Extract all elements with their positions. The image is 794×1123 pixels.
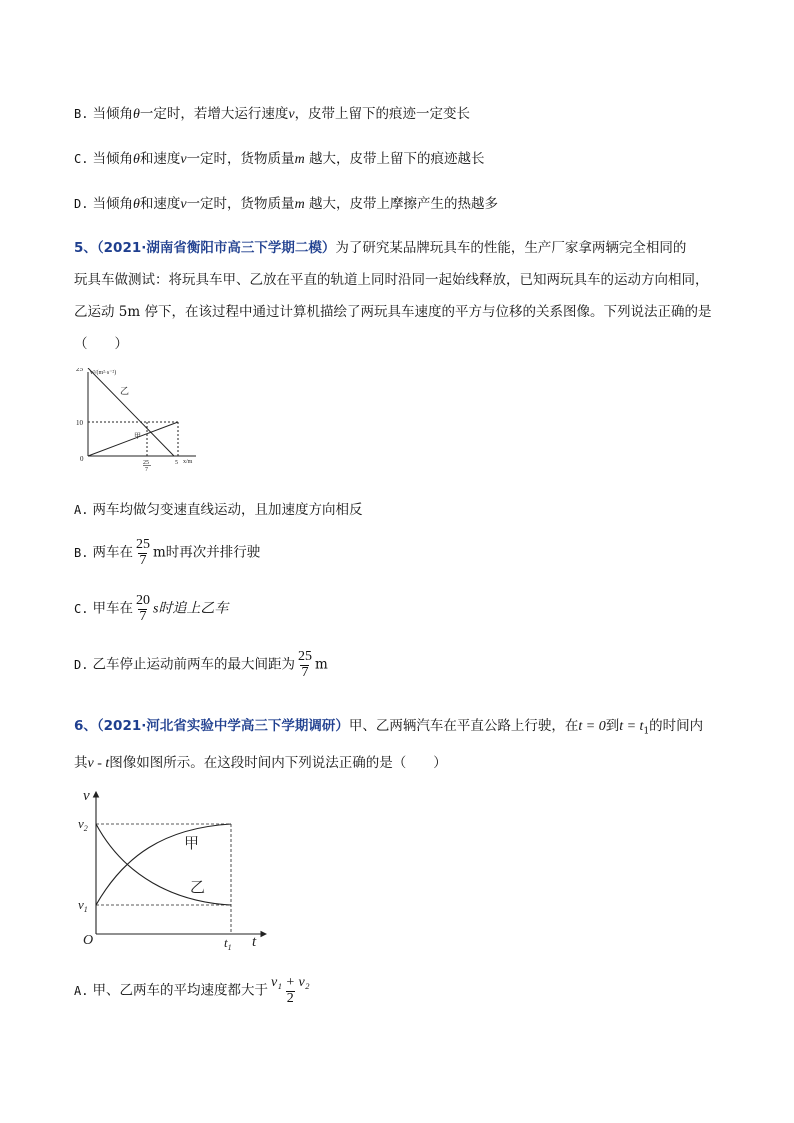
q5-chart [74, 368, 204, 472]
q6-v2-label: $v_2$ [78, 816, 88, 833]
q5-d-fraction: $\frac{25}{7}$ [297, 649, 312, 680]
q5-line-jia [88, 422, 178, 456]
q6-option-a: A. 甲、乙两车的平均速度都大于 $\frac{\text{v₁ + v₂}}{2}$ [74, 975, 310, 1006]
q6-chart [74, 786, 274, 952]
q5-option-d: D. 乙车停止运动前两车的最大间距为 $\frac{25}{7}$ m [74, 649, 328, 680]
q5-blank: （ ） [74, 336, 128, 352]
q5-label-jia: 甲 [134, 432, 141, 440]
q5-tick-10: 10 [76, 419, 83, 427]
q5-b-fraction: $\frac{25}{7}$ [135, 537, 150, 568]
q6-v1-label: $v_1$ [78, 897, 88, 914]
q5-xfrac-den: 7 [145, 467, 148, 472]
q5-option-c: C. 甲车在 $\frac{20}{7}$ s时追上乙车 [74, 593, 229, 624]
q6-curve-jia [96, 824, 231, 905]
q6-curve-yi [96, 824, 231, 905]
q5-xlabel: x/m [183, 459, 193, 465]
q6-stem-line1: 6、（2021·河北省实验中学高三下学期调研）甲、乙两辆汽车在平直公路上行驶，在t = 0到$t = t_1$的时间内 [74, 718, 704, 737]
q5-tick-25: 25 [76, 368, 83, 373]
q5-origin: 0 [80, 455, 84, 463]
q6-origin: O [83, 933, 94, 948]
q6-t-axis-label: t [252, 934, 257, 950]
q6-v-axis-label: v [83, 788, 90, 804]
q5-label-yi: 乙 [120, 386, 130, 396]
q5-stem-line2: 玩具车做测试：将玩具车甲、乙放在平直的轨道上同时沿同一起始线释放，已知两玩具车的运动方向相同， [74, 272, 709, 288]
q5-x-5: 5 [175, 460, 178, 466]
q5-option-a: A. 两车均做匀变速直线运动，且加速度方向相反 [74, 502, 363, 518]
q4-option-d: D. 当倾角θ和速度v一定时，货物质量m 越大，皮带上摩擦产生的热越多 [74, 196, 498, 212]
q5-option-b: B. 两车在 $\frac{25}{7}$ m时再次并排行驶 [74, 537, 261, 568]
q5-line-yi [88, 368, 174, 456]
q5-stem-line3: 乙运动 5m 停下，在该过程中通过计算机描绘了两玩具车速度的平方与位移的关系图像。下列说法正确的是 [74, 304, 712, 320]
q4-option-c: C. 当倾角θ和速度v一定时，货物质量m 越大，皮带上留下的痕迹越长 [74, 151, 485, 167]
q6-label-jia: 甲 [184, 836, 200, 852]
q6-label-yi: 乙 [190, 880, 206, 896]
q5-ylabel: v²/(m²·s⁻²) [90, 370, 117, 376]
q6-stem-line2: 其v - t图像如图所示。在这段时间内下列说法正确的是（ ） [74, 755, 447, 771]
q5-xfrac-num: 25 [143, 460, 149, 466]
q5-stem-line1: 5、（2021·湖南省衡阳市高三下学期二模）为了研究某品牌玩具车的性能，生产厂家拿两辆完全相同的 [74, 240, 687, 256]
q4-option-b: B. 当倾角θ一定时，若增大运行速度v，皮带上留下的痕迹一定变长 [74, 106, 471, 122]
q5-c-fraction: $\frac{20}{7}$ [135, 593, 150, 624]
q6-t1-label: $t_1$ [224, 935, 232, 952]
q6-a-fraction: $\frac{\text{v₁ + v₂}}{2}$ [270, 975, 310, 1006]
